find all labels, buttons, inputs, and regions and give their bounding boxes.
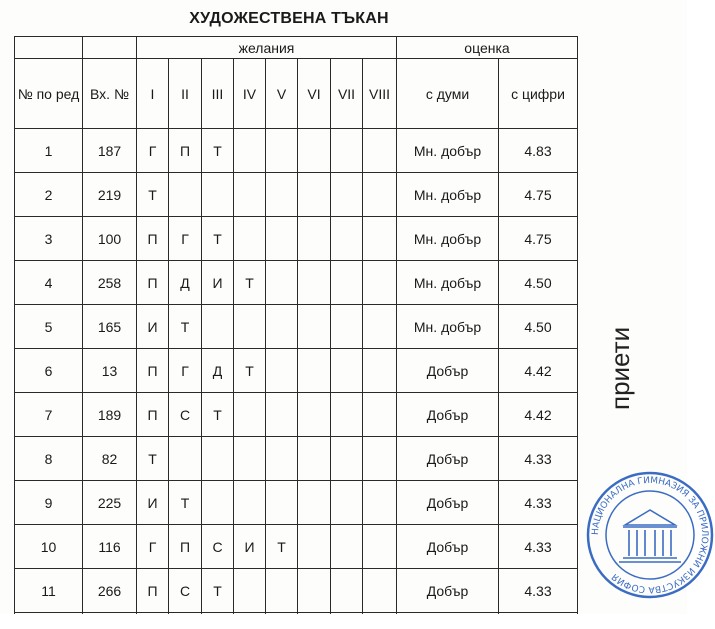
wish-cell: С bbox=[169, 393, 202, 437]
wish-cell bbox=[234, 481, 266, 525]
row-number-cell: 9 bbox=[15, 481, 83, 525]
building-icon bbox=[619, 510, 681, 562]
wish-cell bbox=[331, 305, 363, 349]
wish-cell bbox=[266, 261, 298, 305]
grade-words-cell: Добър bbox=[397, 437, 499, 481]
wish-cell: Г bbox=[137, 525, 169, 569]
wish-cell bbox=[266, 217, 298, 261]
row-number-cell: 6 bbox=[15, 349, 83, 393]
wish-cell: Г bbox=[169, 349, 202, 393]
header-wish-col: VI bbox=[298, 59, 331, 129]
wish-cell: И bbox=[234, 525, 266, 569]
header-wish-col: V bbox=[266, 59, 298, 129]
wish-cell bbox=[169, 173, 202, 217]
grade-words-cell: Мн. добър bbox=[397, 129, 499, 173]
wish-cell: Т bbox=[169, 481, 202, 525]
wish-cell bbox=[234, 437, 266, 481]
wish-cell bbox=[363, 349, 397, 393]
wish-cell bbox=[234, 305, 266, 349]
table-row bbox=[15, 569, 578, 613]
grade-words-cell: Мн. добър bbox=[397, 261, 499, 305]
wish-cell: П bbox=[137, 569, 169, 613]
wish-cell bbox=[363, 129, 397, 173]
grade-words-cell: Мн. добър bbox=[397, 173, 499, 217]
page-bottom-blank bbox=[0, 614, 687, 629]
grade-digits-cell: 4.33 bbox=[499, 569, 578, 613]
row-number-cell: 10 bbox=[15, 525, 83, 569]
grade-words-cell: Добър bbox=[397, 349, 499, 393]
row-number-cell: 8 bbox=[15, 437, 83, 481]
header-col-in: Вх. № bbox=[83, 59, 137, 129]
wish-cell bbox=[363, 305, 397, 349]
incoming-number-cell: 189 bbox=[83, 393, 137, 437]
wish-cell bbox=[298, 173, 331, 217]
grade-words-cell: Добър bbox=[397, 393, 499, 437]
wish-cell: Т bbox=[202, 569, 234, 613]
grade-digits-cell: 4.33 bbox=[499, 525, 578, 569]
wish-cell bbox=[202, 481, 234, 525]
row-number-cell: 5 bbox=[15, 305, 83, 349]
grade-digits-cell: 4.42 bbox=[499, 349, 578, 393]
school-stamp bbox=[585, 470, 710, 600]
wish-cell: Т bbox=[202, 393, 234, 437]
wish-cell: Т bbox=[234, 261, 266, 305]
svg-text:НАЦИОНАЛНА ГИМНАЗИЯ ЗА ПРИЛОЖН bbox=[591, 476, 709, 594]
wish-cell bbox=[363, 173, 397, 217]
results-table bbox=[14, 36, 578, 625]
wish-cell: И bbox=[137, 481, 169, 525]
grade-words-cell: Мн. добър bbox=[397, 217, 499, 261]
header-row-groups bbox=[15, 37, 578, 59]
wish-cell: С bbox=[202, 525, 234, 569]
row-number-cell: 7 bbox=[15, 393, 83, 437]
incoming-number-cell: 13 bbox=[83, 349, 137, 393]
wish-cell bbox=[331, 481, 363, 525]
wish-cell bbox=[363, 393, 397, 437]
wish-cell bbox=[363, 481, 397, 525]
header-col-words: с думи bbox=[397, 59, 499, 129]
wish-cell bbox=[298, 525, 331, 569]
header-col-no: № по ред bbox=[15, 59, 83, 129]
wish-cell bbox=[169, 437, 202, 481]
incoming-number-cell: 100 bbox=[83, 217, 137, 261]
table-row bbox=[15, 481, 578, 525]
wish-cell: И bbox=[202, 261, 234, 305]
wish-cell bbox=[298, 393, 331, 437]
table-row bbox=[15, 129, 578, 173]
wish-cell bbox=[266, 305, 298, 349]
wish-cell bbox=[363, 217, 397, 261]
incoming-number-cell: 165 bbox=[83, 305, 137, 349]
header-grade-group: оценка bbox=[397, 37, 578, 59]
wish-cell bbox=[331, 217, 363, 261]
grade-words-cell: Мн. добър bbox=[397, 305, 499, 349]
incoming-number-cell: 82 bbox=[83, 437, 137, 481]
grade-digits-cell: 4.83 bbox=[499, 129, 578, 173]
side-label-accepted: приети bbox=[605, 326, 635, 410]
wish-cell bbox=[331, 569, 363, 613]
wish-cell bbox=[298, 129, 331, 173]
wish-cell bbox=[202, 173, 234, 217]
header-blank-cell bbox=[83, 37, 137, 59]
header-col-digits: с цифри bbox=[499, 59, 578, 129]
grade-words-cell: Добър bbox=[397, 481, 499, 525]
wish-cell bbox=[331, 261, 363, 305]
wish-cell bbox=[363, 437, 397, 481]
table-row bbox=[15, 437, 578, 481]
wish-cell bbox=[266, 129, 298, 173]
wish-cell bbox=[331, 173, 363, 217]
wish-cell bbox=[234, 393, 266, 437]
wish-cell: Г bbox=[169, 217, 202, 261]
wish-cell bbox=[266, 437, 298, 481]
wish-cell bbox=[234, 129, 266, 173]
table-row bbox=[15, 173, 578, 217]
wish-cell: И bbox=[137, 305, 169, 349]
grade-digits-cell: 4.42 bbox=[499, 393, 578, 437]
header-wish-col: II bbox=[169, 59, 202, 129]
table-row bbox=[15, 525, 578, 569]
wish-cell: Г bbox=[137, 129, 169, 173]
table-row bbox=[15, 349, 578, 393]
header-row-columns bbox=[15, 59, 578, 129]
wish-cell bbox=[363, 261, 397, 305]
wish-cell bbox=[331, 525, 363, 569]
wish-cell bbox=[266, 393, 298, 437]
header-wish-col: III bbox=[202, 59, 234, 129]
wish-cell: Т bbox=[234, 349, 266, 393]
header-wish-col: VII bbox=[331, 59, 363, 129]
header-blank-cell bbox=[15, 37, 83, 59]
grade-words-cell: Добър bbox=[397, 525, 499, 569]
wish-cell bbox=[202, 437, 234, 481]
header-wish-col: IV bbox=[234, 59, 266, 129]
wish-cell: Т bbox=[202, 217, 234, 261]
row-number-cell: 11 bbox=[15, 569, 83, 613]
wish-cell bbox=[298, 217, 331, 261]
wish-cell bbox=[202, 305, 234, 349]
wish-cell bbox=[234, 173, 266, 217]
wish-cell bbox=[266, 569, 298, 613]
grade-words-cell: Добър bbox=[397, 569, 499, 613]
row-number-cell: 3 bbox=[15, 217, 83, 261]
header-wish-col: I bbox=[137, 59, 169, 129]
grade-digits-cell: 4.75 bbox=[499, 217, 578, 261]
row-number-cell: 1 bbox=[15, 129, 83, 173]
wish-cell: Т bbox=[137, 173, 169, 217]
wish-cell: П bbox=[169, 525, 202, 569]
wish-cell bbox=[234, 217, 266, 261]
stamp-ring-text: НАЦИОНАЛНА ГИМНАЗИЯ ЗА ПРИЛОЖНИ ИЗКУСТВА СОФИЯ bbox=[590, 475, 710, 595]
wish-cell bbox=[298, 349, 331, 393]
incoming-number-cell: 187 bbox=[83, 129, 137, 173]
wish-cell: Т bbox=[137, 437, 169, 481]
wish-cell: Т bbox=[266, 525, 298, 569]
grade-digits-cell: 4.33 bbox=[499, 481, 578, 525]
wish-cell bbox=[331, 129, 363, 173]
document-title: ХУДОЖЕСТВЕНА ТЪКАН bbox=[189, 10, 389, 27]
row-number-cell: 2 bbox=[15, 173, 83, 217]
wish-cell bbox=[266, 349, 298, 393]
header-wishes-group: желания bbox=[137, 37, 397, 59]
wish-cell: П bbox=[137, 217, 169, 261]
wish-cell bbox=[298, 569, 331, 613]
wish-cell bbox=[298, 261, 331, 305]
row-number-cell: 4 bbox=[15, 261, 83, 305]
incoming-number-cell: 225 bbox=[83, 481, 137, 525]
wish-cell bbox=[266, 481, 298, 525]
wish-cell: П bbox=[137, 261, 169, 305]
incoming-number-cell: 266 bbox=[83, 569, 137, 613]
wish-cell bbox=[331, 393, 363, 437]
wish-cell bbox=[363, 569, 397, 613]
wish-cell: Д bbox=[202, 349, 234, 393]
wish-cell: Т bbox=[202, 129, 234, 173]
grade-digits-cell: 4.50 bbox=[499, 261, 578, 305]
incoming-number-cell: 116 bbox=[83, 525, 137, 569]
table-row bbox=[15, 261, 578, 305]
wish-cell bbox=[363, 525, 397, 569]
grade-digits-cell: 4.50 bbox=[499, 305, 578, 349]
wish-cell: С bbox=[169, 569, 202, 613]
wish-cell bbox=[266, 173, 298, 217]
wish-cell bbox=[331, 349, 363, 393]
grade-digits-cell: 4.33 bbox=[499, 437, 578, 481]
grade-digits-cell: 4.75 bbox=[499, 173, 578, 217]
table-row bbox=[15, 217, 578, 261]
wish-cell bbox=[331, 437, 363, 481]
wish-cell: П bbox=[137, 349, 169, 393]
table-row bbox=[15, 305, 578, 349]
header-wish-col: VIII bbox=[363, 59, 397, 129]
wish-cell bbox=[298, 305, 331, 349]
wish-cell bbox=[298, 437, 331, 481]
wish-cell: П bbox=[137, 393, 169, 437]
table-row bbox=[15, 393, 578, 437]
wish-cell: П bbox=[169, 129, 202, 173]
wish-cell bbox=[234, 569, 266, 613]
wish-cell bbox=[298, 481, 331, 525]
incoming-number-cell: 219 bbox=[83, 173, 137, 217]
incoming-number-cell: 258 bbox=[83, 261, 137, 305]
wish-cell: Т bbox=[169, 305, 202, 349]
wish-cell: Д bbox=[169, 261, 202, 305]
